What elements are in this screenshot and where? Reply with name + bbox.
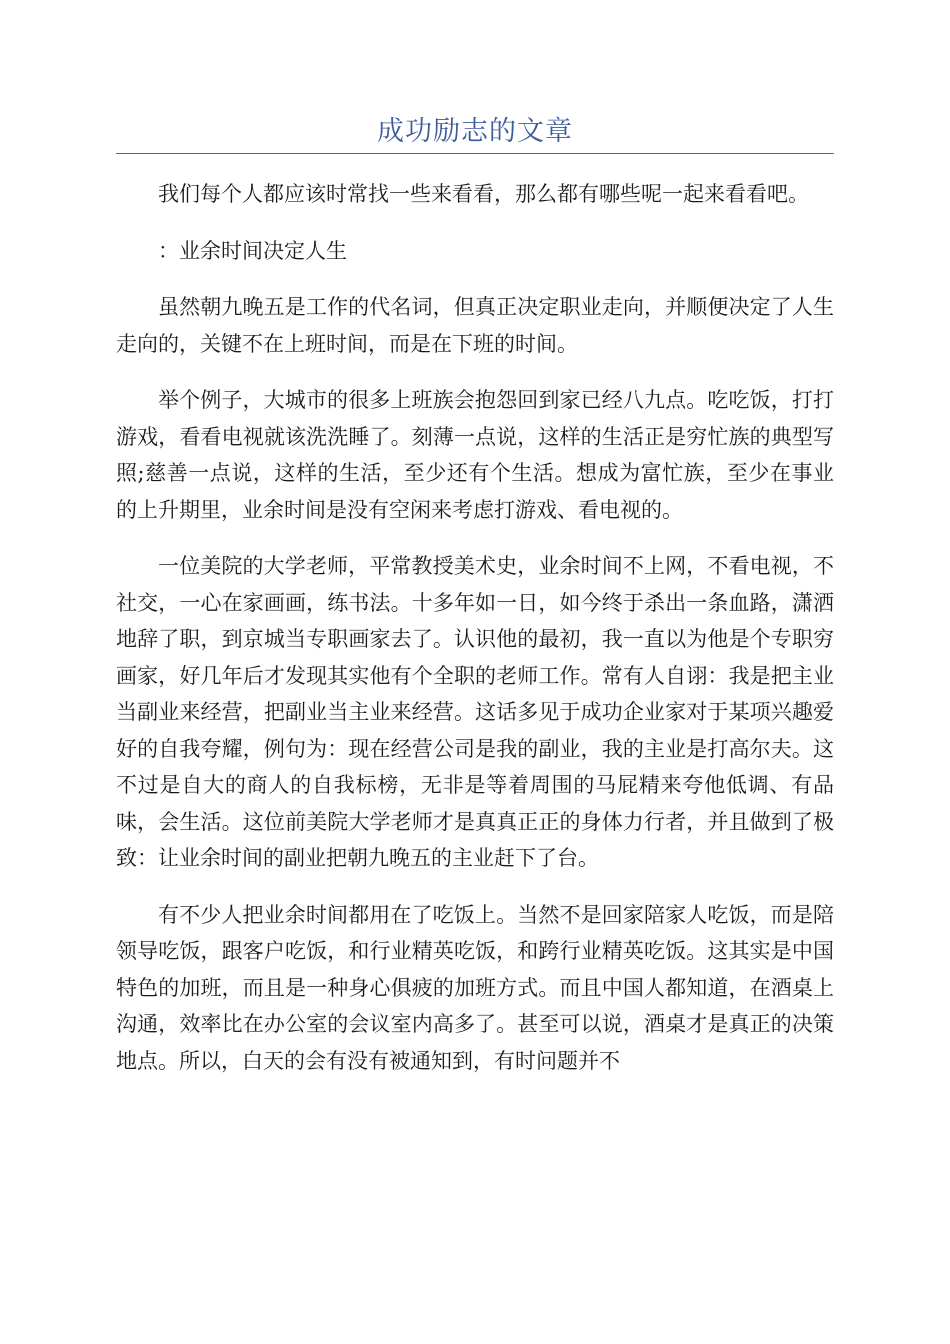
title-underline (116, 153, 834, 154)
paragraph-intro: 我们每个人都应该时常找一些来看看，那么都有哪些呢一起来看看吧。 (158, 182, 809, 206)
paragraph: 一位美院的大学老师，平常教授美术史，业余时间不上网，不看电视，不社交，一心在家画画，练书法。十多年如一日，如今终于杀出一条血路，潇洒地辞了职，到京城当专职画家去了。认识他的最初，我一直以为他是个专职穷画家，好几年后才发现其实他有个全职的老师工作。常有人自诩：我是把主业当副业来经营，把副业当主业来经营。这话多见于成功企业家对于某项兴趣爱好的自我夸耀，例句为：现在经营公司是我的副业，我的主业是打高尔夫。这不过是自大的商人的自我标榜，无非是等着周围的马屁精来夸他低调、有品味，会生活。这位前美院大学老师才是真真正正的身体力行者，并且做到了极致：让业余时间的副业把朝九晚五的主业赶下了台。 (116, 554, 834, 870)
paragraph: 举个例子，大城市的很多上班族会抱怨回到家已经八九点。吃吃饭，打打游戏，看看电视就该洗洗睡了。刻薄一点说，这样的生活正是穷忙族的典型写照;慈善一点说，这样的生活，至少还有个生活。想成为富忙族，至少在事业的上升期里，业余时间是没有空闲来考虑打游戏、看电视的。 (116, 388, 834, 522)
document-body (116, 176, 834, 1099)
paragraph: 虽然朝九晚五是工作的代名词，但真正决定职业走向，并顺便决定了人生走向的，关键不在上班时间，而是在下班的时间。 (116, 295, 834, 356)
document-title: 成功励志的文章 (377, 116, 573, 147)
section-heading: ：业余时间决定人生 (158, 238, 347, 263)
paragraph: 有不少人把业余时间都用在了吃饭上。当然不是回家陪家人吃饭，而是陪领导吃饭，跟客户吃饭，和行业精英吃饭，和跨行业精英吃饭。这其实是中国特色的加班，而且是一种身心俱疲的加班方式。而且中国人都知道，在酒桌上沟通，效率比在办公室的会议室内高多了。甚至可以说，酒桌才是真正的决策地点。所以，白天的会有没有被通知到，有时问题并不 (116, 902, 834, 1073)
